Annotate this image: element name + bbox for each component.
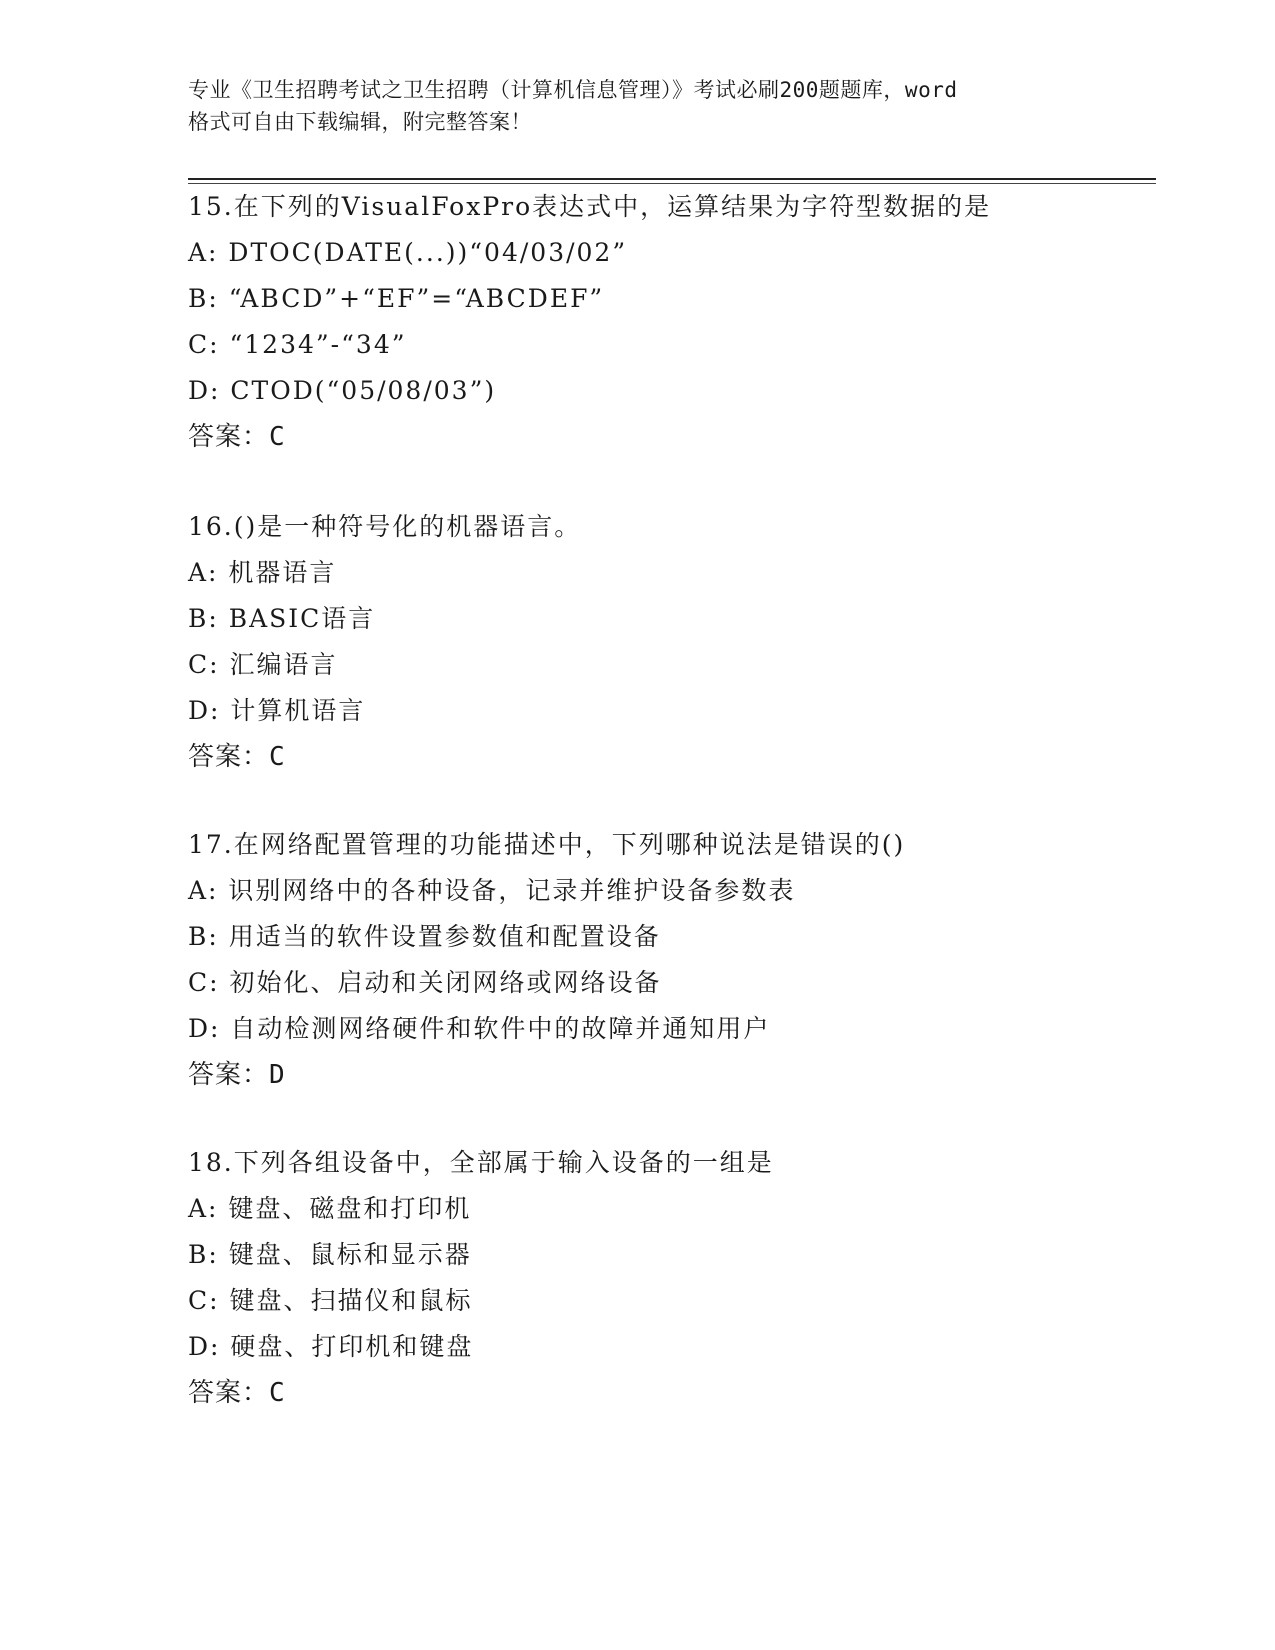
question-18 bbox=[188, 1140, 1148, 1416]
answer-label: 答案： bbox=[188, 422, 270, 452]
question-stem: 17.在网络配置管理的功能描述中，下列哪种说法是错误的() bbox=[188, 830, 906, 859]
answer-label: 答案： bbox=[188, 1378, 270, 1408]
answer-value: D bbox=[269, 1060, 286, 1090]
answer-line bbox=[188, 734, 1148, 780]
answer-line bbox=[188, 1370, 1148, 1416]
question-stem: 15.在下列的VisualFoxPro表达式中，运算结果为字符型数据的是 bbox=[188, 192, 992, 221]
option-d: D: 计算机语言 bbox=[188, 696, 366, 725]
header-line-1: 专业《卫生招聘考试之卫生招聘（计算机信息管理）》考试必刷200题题库，word bbox=[188, 78, 958, 102]
answer-value: C bbox=[269, 422, 286, 452]
option-b: B: 键盘、鼠标和显示器 bbox=[188, 1240, 472, 1269]
answer-label: 答案： bbox=[188, 1060, 270, 1090]
option-d: D: 硬盘、打印机和键盘 bbox=[188, 1332, 474, 1361]
answer-value: C bbox=[269, 1378, 286, 1408]
question-stem: 18.下列各组设备中，全部属于输入设备的一组是 bbox=[188, 1148, 774, 1177]
answer-line bbox=[188, 1052, 1148, 1098]
option-a: A: 识别网络中的各种设备，记录并维护设备参数表 bbox=[188, 876, 796, 905]
answer-line bbox=[188, 414, 1148, 460]
question-17 bbox=[188, 822, 1148, 1098]
option-a: A: 机器语言 bbox=[188, 558, 337, 587]
option-a: A: DTOC(DATE(...))“04/03/02” bbox=[188, 238, 628, 267]
option-b: B: “ABCD”+“EF”=“ABCDEF” bbox=[188, 284, 605, 313]
question-stem: 16.()是一种符号化的机器语言。 bbox=[188, 512, 582, 541]
option-c: C: 汇编语言 bbox=[188, 650, 338, 679]
header-divider-thick bbox=[188, 178, 1156, 180]
header-line-2: 格式可自由下载编辑，附完整答案！ bbox=[188, 110, 532, 134]
option-c: C: “1234”-“34” bbox=[188, 330, 407, 359]
option-d: D: 自动检测网络硬件和软件中的故障并通知用户 bbox=[188, 1014, 771, 1043]
option-b: B: 用适当的软件设置参数值和配置设备 bbox=[188, 922, 661, 951]
document-header bbox=[188, 74, 1088, 138]
answer-label: 答案： bbox=[188, 742, 270, 772]
question-15 bbox=[188, 184, 1148, 460]
question-16 bbox=[188, 504, 1148, 780]
option-a: A: 键盘、磁盘和打印机 bbox=[188, 1194, 472, 1223]
option-b: B: BASIC语言 bbox=[188, 604, 376, 633]
option-c: C: 初始化、启动和关闭网络或网络设备 bbox=[188, 968, 662, 997]
answer-value: C bbox=[269, 742, 286, 772]
option-c: C: 键盘、扫描仪和鼠标 bbox=[188, 1286, 473, 1315]
option-d: D: CTOD(“05/08/03”) bbox=[188, 376, 497, 405]
